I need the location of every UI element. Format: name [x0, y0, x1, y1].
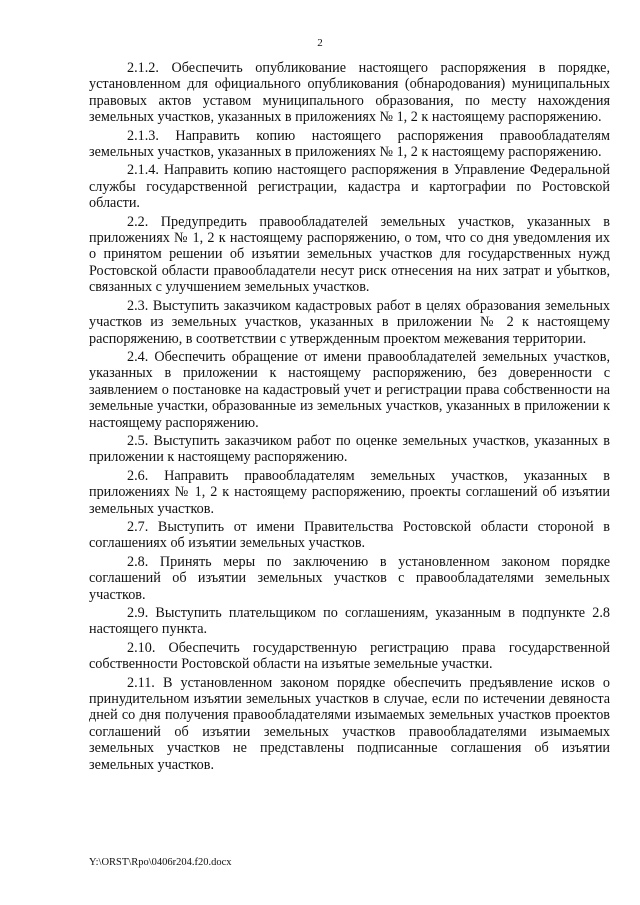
paragraph-2-1-4: 2.1.4. Направить копию настоящего распоряжения в Управление Федеральной службы государственной регистрации, кадастра и картографии по Ростовской области.: [89, 162, 610, 212]
paragraph-2-8: 2.8. Принять меры по заключению в установленном законом порядке соглашений об изъятии земельных участков с правообладателями земельных участков.: [89, 553, 610, 603]
page-number: 2: [317, 37, 323, 49]
paragraph-2-1-2: 2.1.2. Обеспечить опубликование настоящего распоряжения в порядке, установленном для официального опубликования (обнародования) муниципальных правовых актов уставом муниципального образования, по месту нахождения земельных участков, указанных в приложениях № 1, 2 к настоящему распоряжению.: [89, 60, 610, 126]
paragraph-2-2: 2.2. Предупредить правообладателей земельных участков, указанных в приложениях № 1, 2 к настоящему распоряжению, о том, что со дня уведомления их о принятом решении об изъятии земельных участков для государственных нужд Ростовской области правообладатели несут риск отнесения на них затрат и убытков, связанных с улучшением земельных участков.: [89, 213, 610, 296]
paragraph-2-6: 2.6. Направить правообладателям земельных участков, указанных в приложениях № 1, 2 к настоящему распоряжению, проекты соглашений об изъятии земельных участков.: [89, 467, 610, 517]
document-body: [89, 60, 610, 773]
paragraph-2-11: 2.11. В установленном законом порядке обеспечить предъявление исков о принудительном изъятии земельных участков в случае, если по истечении девяноста дней со дня получения правообладателями изымаемых земельных участков проектов соглашений об изъятии земельных участков правообладателями изымаемых земельных участков не представлены подписанные соглашения об изъятии земельных участков.: [89, 674, 610, 773]
paragraph-2-5: 2.5. Выступить заказчиком работ по оценке земельных участков, указанных в приложении к настоящему распоряжению.: [89, 432, 610, 466]
paragraph-2-1-3: 2.1.3. Направить копию настоящего распоряжения правообладателям земельных участков, указанных в приложениях № 1, 2 к настоящему распоряжению.: [89, 127, 610, 161]
file-path-footer: Y:\ORST\Rpo\0406r204.f20.docx: [89, 857, 232, 868]
paragraph-2-9: 2.9. Выступить плательщиком по соглашениям, указанным в подпункте 2.8 настоящего пункта.: [89, 605, 610, 638]
paragraph-2-10: 2.10. Обеспечить государственную регистрацию права государственной собственности Ростовской области на изъятые земельные участки.: [89, 639, 610, 673]
paragraph-2-3: 2.3. Выступить заказчиком кадастровых работ в целях образования земельных участков из земельных участков, указанных в приложении № 2 к настоящему распоряжению, в соответствии с утвержденным проектом межевания территории.: [89, 297, 610, 347]
paragraph-2-4: 2.4. Обеспечить обращение от имени правообладателей земельных участков, указанных в приложении к настоящему распоряжению, без доверенности с заявлением о постановке на кадастровый учет и регистрации права собственности на земельные участки, образованные из земельных участков, указанных в приложении к настоящему распоряжению.: [89, 348, 610, 431]
paragraph-2-7: 2.7. Выступить от имени Правительства Ростовской области стороной в соглашениях об изъятии земельных участков.: [89, 518, 610, 552]
